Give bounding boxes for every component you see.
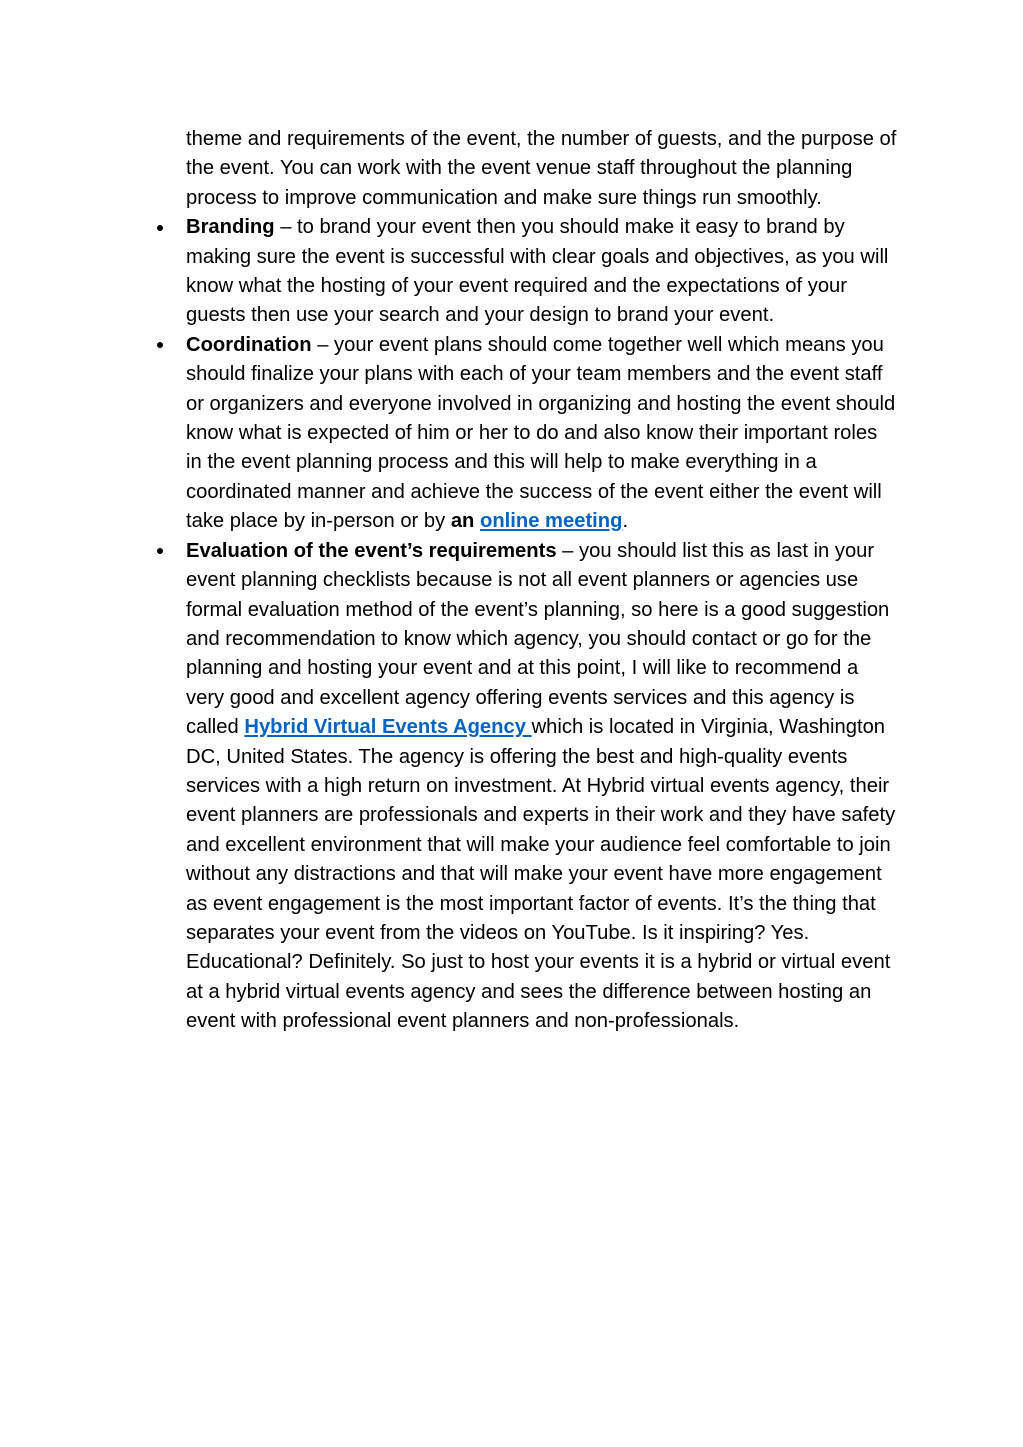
bullet-term-branding: Branding bbox=[186, 216, 275, 239]
bullet-tail-evaluation: which is located in Virginia, Washington DC, United States. The agency is offering the best and high-quality events services with a high return on investment. At Hybrid virtual events agency, their event planners are professionals and experts in their work and they have safety and excellent environment that will make your audience feel comfortable to join without any distractions and that will make your event have more engagement as event engagement is the most important factor of events. It’s the thing that separates your event from the videos on YouTube. Is it inspiring? Yes. Educational? Definitely. So just to host your events it is a hybrid or virtual event at a hybrid virtual events agency and sees the difference between hosting an event with professional event planners and non-professionals. bbox=[186, 716, 896, 1033]
bullet-bold-word-an: an bbox=[450, 510, 475, 533]
bullet-tail-coordination: . bbox=[622, 510, 629, 533]
online-meeting-link[interactable]: online meeting bbox=[480, 510, 623, 533]
bullet-dot-icon bbox=[155, 537, 165, 566]
bullet-dot-icon bbox=[155, 213, 165, 242]
bullet-term-evaluation: Evaluation of the event’s requirements bbox=[186, 539, 557, 562]
hybrid-virtual-events-agency-link[interactable]: Hybrid Virtual Events Agency bbox=[244, 716, 532, 739]
bullet-item-coordination bbox=[186, 331, 898, 537]
bullet-text-coordination: – your event plans should come together well which means you should finalize your plans with each of your team members and the event staff or organizers and everyone involved in organizing and hosting the event should know what is expected of him or her to do and also know their important roles in the event planning process and this will help to make everything in a coordinated manner and achieve the success of the event either the event will take place by in-person or by bbox=[186, 333, 896, 533]
document-body bbox=[186, 125, 898, 1037]
requirements-bullet-list bbox=[186, 213, 898, 1036]
bullet-text-branding: – to brand your event then you should make it easy to brand by making sure the event is successful with clear goals and objectives, as you will know what the hosting of your event required and the expectations of your guests then use your search and your design to brand your event. bbox=[186, 216, 889, 327]
bullet-term-coordination: Coordination bbox=[186, 333, 312, 356]
bullet-dot-icon bbox=[155, 331, 165, 360]
bullet-item-evaluation bbox=[186, 537, 898, 1037]
bullet-item-branding bbox=[186, 213, 898, 331]
bullet-text-evaluation: – you should list this as last in your event planning checklists because is not all event planners or agencies use formal evaluation method of the event’s planning, so here is a good suggestion and recommendation to know which agency, you should contact or go for the planning and hosting your event and at this point, I will like to recommend a very good and excellent agency offering events services and this agency is called bbox=[186, 539, 890, 739]
intro-paragraph: theme and requirements of the event, the number of guests, and the purpose of the event. You can work with the event venue staff throughout the planning process to improve communication and make sure things run smoothly. bbox=[186, 128, 897, 209]
